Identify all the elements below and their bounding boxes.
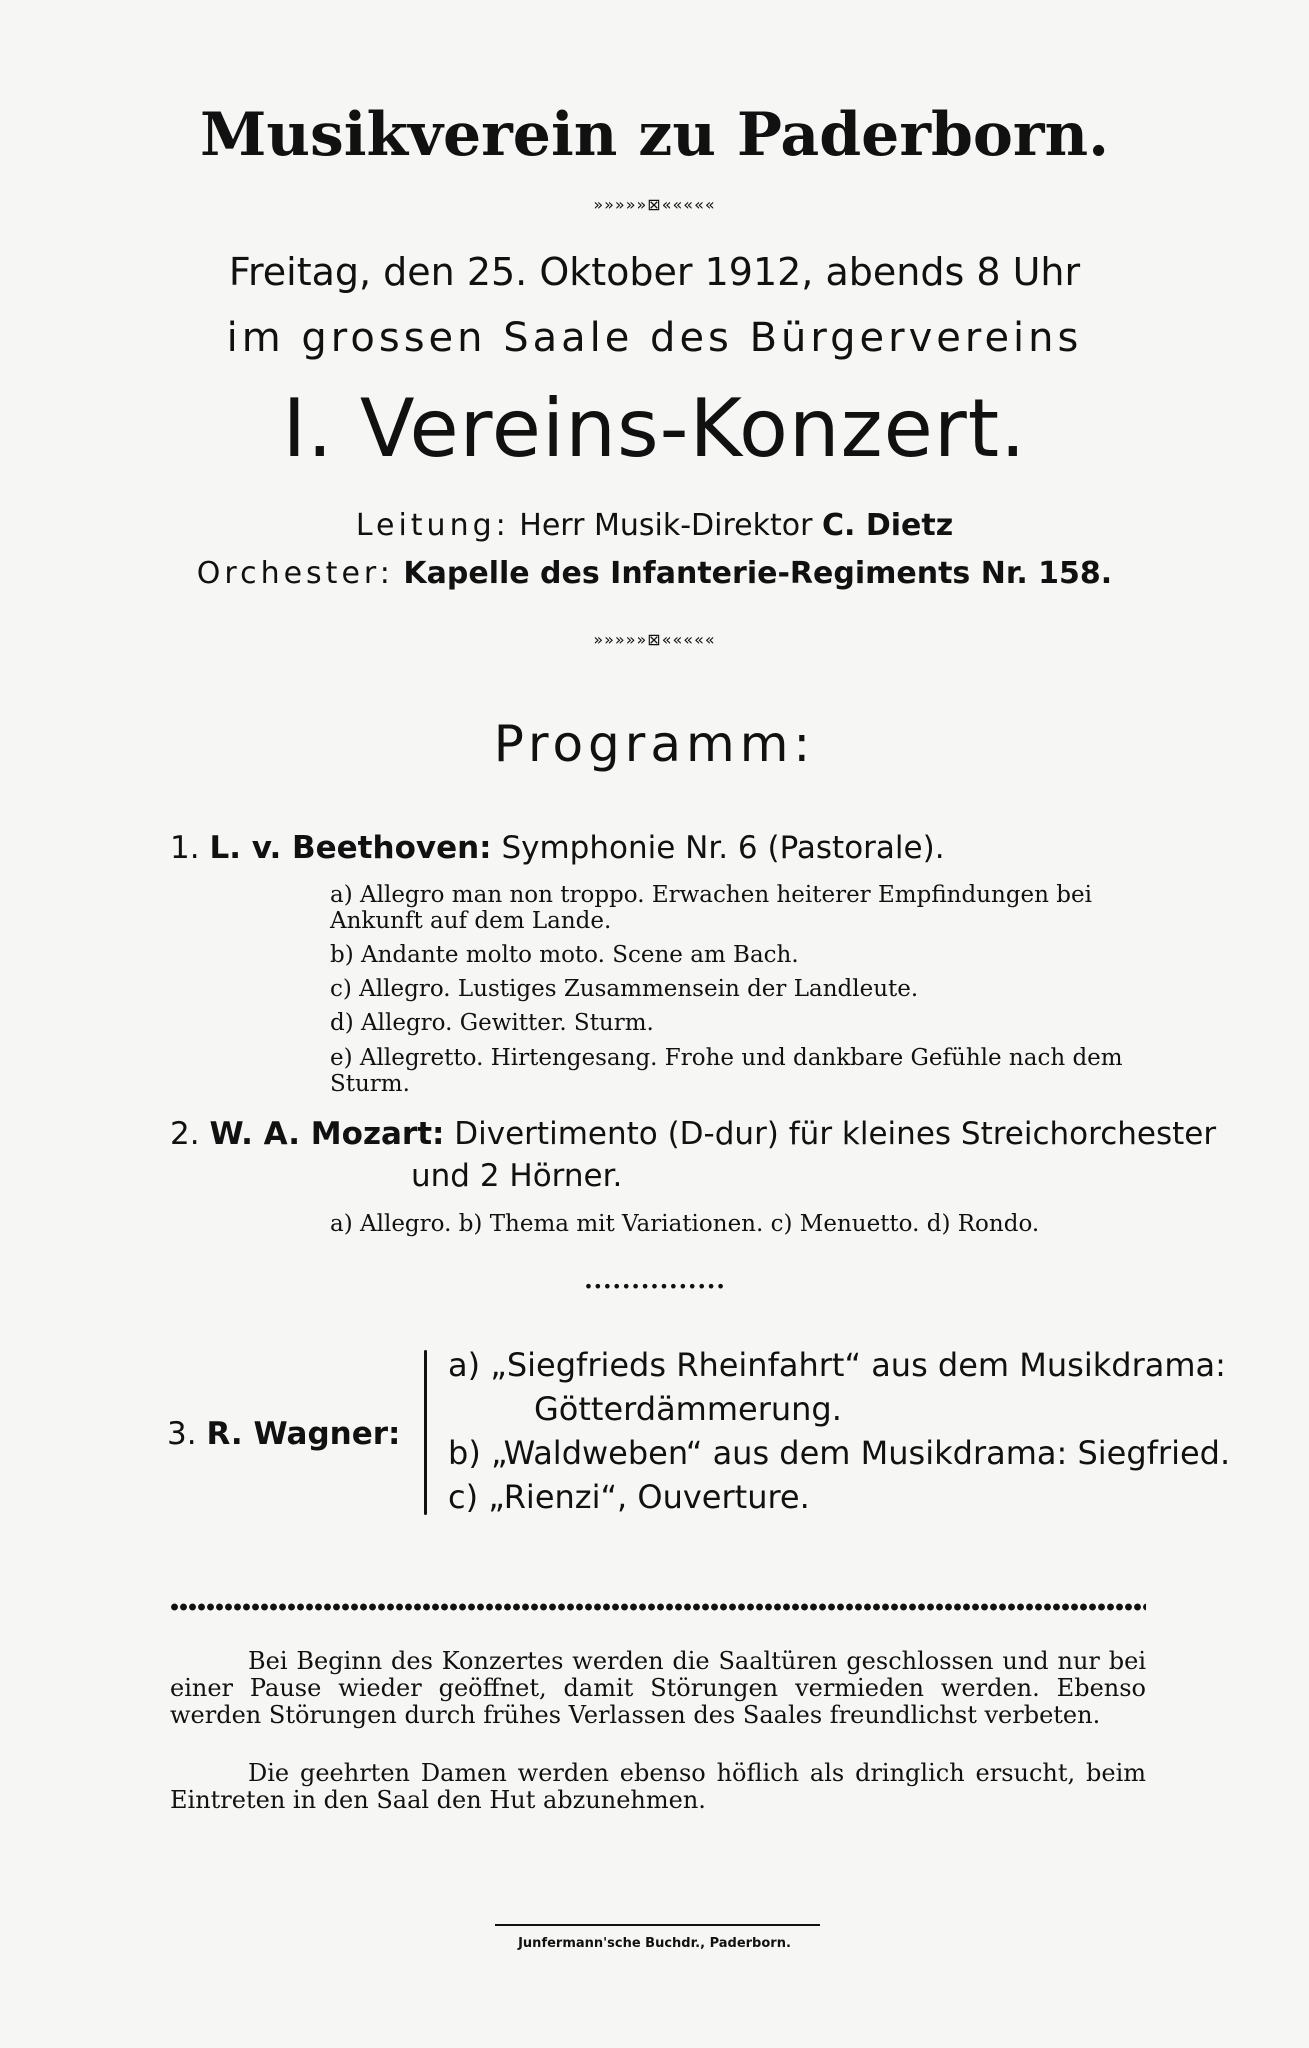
- event-venue: im grossen Saale des Bürgervereins: [226, 315, 1083, 361]
- movement: a) Allegro man non troppo. Erwachen heiterer Empfindungen bei Ankunft auf dem Lande.: [330, 882, 1092, 934]
- movement: c) Allegro. Lustiges Zusammensein der Landleute.: [330, 976, 919, 1002]
- movement-list: a) Allegro. b) Thema mit Variationen. c) Menuetto. d) Rondo.: [330, 1211, 1040, 1237]
- work-title: Divertimento (D-dur) für kleines Streichorchester: [454, 1116, 1217, 1152]
- movement: d) Allegro. Gewitter. Sturm.: [330, 1010, 654, 1036]
- orchestra-label: Orchester:: [196, 556, 394, 591]
- wagner-work-a-continued: Götterdämmerung.: [534, 1390, 842, 1428]
- conductor-label: Leitung:: [355, 508, 510, 543]
- wagner-work-a: a) „Siegfrieds Rheinfahrt“ aus dem Musikdrama:: [448, 1346, 1226, 1384]
- program-item-mozart: [170, 1116, 1216, 1152]
- composer-name: W. A. Mozart:: [209, 1116, 445, 1152]
- ornament-divider: »»»»»⊠«««««: [593, 195, 716, 214]
- orchestra-line: [0, 556, 1309, 591]
- orchestra-name: Kapelle des Infanterie-Regiments Nr. 158.: [403, 556, 1113, 591]
- concert-title: I. Vereins-Konzert.: [282, 382, 1027, 475]
- conductor-line: [0, 508, 1309, 543]
- movement: b) Andante molto moto. Scene am Bach.: [330, 942, 799, 968]
- item-number: 3.: [167, 1416, 197, 1452]
- dot-separator: •••••••••••••••: [583, 1277, 726, 1296]
- program-item-wagner: [167, 1416, 400, 1452]
- item-number: 2.: [170, 1116, 200, 1152]
- notice-paragraph: Die geehrten Damen werden ebenso höflich als dringlich ersucht, beim Eintreten in den Saal den Hut abzunehmen.: [170, 1759, 1146, 1814]
- footer-rule: [495, 1924, 820, 1926]
- item-number: 1.: [170, 830, 200, 866]
- dotted-divider: [170, 1602, 1146, 1612]
- brace-bracket: [424, 1350, 427, 1515]
- notice-paragraph: Bei Beginn des Konzertes werden die Saaltüren geschlossen und nur bei einer Pause wieder geöffnet, damit Störungen vermieden werden. Ebenso werden Störungen durch frühes Verlassen des Saales freundlichst verbeten.: [170, 1647, 1146, 1729]
- conductor-prefix: Herr Musik-Direktor: [519, 508, 813, 543]
- work-title: Symphonie Nr. 6 (Pastorale).: [501, 830, 945, 866]
- page-title: Musikverein zu Paderborn.: [199, 100, 1110, 170]
- wagner-work-b: b) „Waldweben“ aus dem Musikdrama: Siegfried.: [448, 1434, 1231, 1472]
- work-title-continued: und 2 Hörner.: [411, 1158, 623, 1194]
- event-date: Freitag, den 25. Oktober 1912, abends 8 Uhr: [228, 250, 1081, 294]
- conductor-name: C. Dietz: [821, 508, 954, 543]
- composer-name: L. v. Beethoven:: [209, 830, 492, 866]
- printer-imprint: Junfermann'sche Buchdr., Paderborn.: [518, 1936, 791, 1951]
- program-item-beethoven: [170, 830, 945, 866]
- wagner-work-c: c) „Rienzi“, Ouverture.: [448, 1478, 810, 1516]
- program-heading: Programm:: [493, 715, 816, 773]
- ornament-divider: »»»»»⊠«««««: [593, 630, 716, 649]
- movement: e) Allegretto. Hirtengesang. Frohe und dankbare Gefühle nach dem Sturm.: [330, 1045, 1123, 1097]
- composer-name: R. Wagner:: [206, 1416, 401, 1452]
